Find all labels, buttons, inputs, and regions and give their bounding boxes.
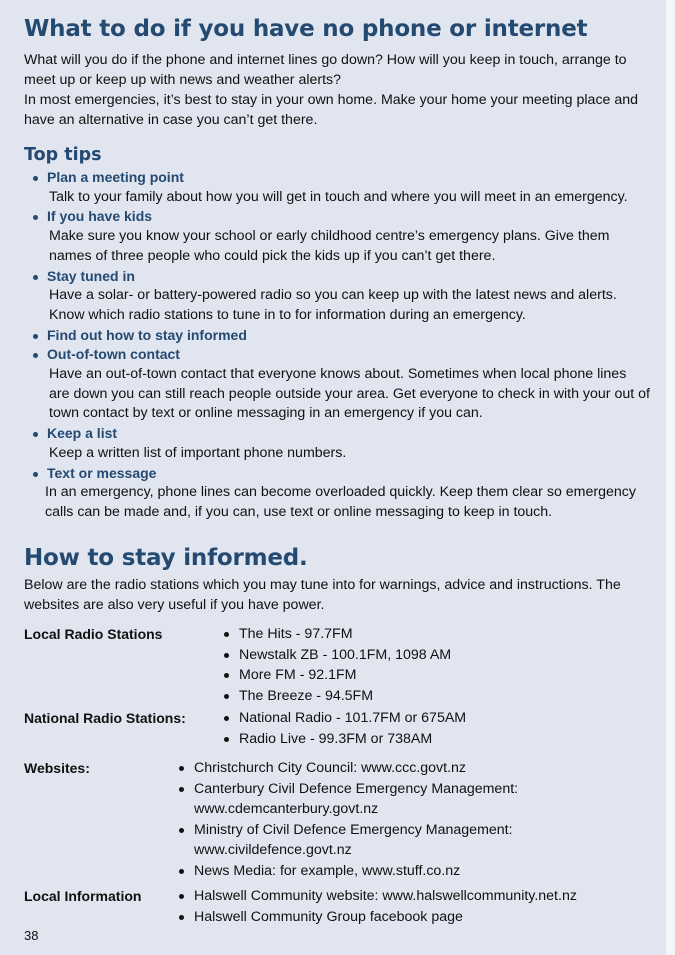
- tip-title: Find out how to stay informed: [30, 326, 650, 346]
- tip-title: If you have kids: [30, 207, 650, 227]
- tip-title: Plan a meeting point: [30, 168, 650, 188]
- heading-stay-informed: How to stay informed.: [24, 545, 308, 571]
- intro-paragraph-2: In most emergencies, it’s best to stay in your own home. Make your home your meeting place and have an alternative in case you can’t get there.: [24, 92, 639, 128]
- tip-body: Have a solar- or battery-powered radio so you can keep up with the latest news and alerts. Know which radio stations to tune in to for information during an emergency.: [49, 287, 617, 323]
- tip-item: [30, 168, 650, 207]
- websites-label: Websites:: [24, 760, 90, 776]
- local-radio-label: Local Radio Stations: [24, 626, 163, 642]
- websites-list: [178, 758, 558, 881]
- intro-paragraph-1: What will you do if the phone and internet lines go down? How will you keep in touch, arrange to meet up or keep up with news and weather alerts?: [24, 52, 627, 88]
- list-item: Halswell Community Group facebook page: [178, 907, 648, 928]
- national-radio-list: [223, 708, 643, 749]
- list-item: Canterbury Civil Defence Emergency Management: www.cdemcanterbury.govt.nz: [178, 779, 558, 820]
- tip-item: [30, 326, 650, 346]
- tips-list: [30, 168, 650, 523]
- list-item: The Hits - 97.7FM: [223, 624, 643, 645]
- local-info-list: [178, 886, 648, 927]
- list-item: Christchurch City Council: www.ccc.govt.nz: [178, 758, 558, 779]
- tip-title: Out-of-town contact: [30, 345, 650, 365]
- tip-body: Keep a written list of important phone numbers.: [49, 444, 347, 461]
- tip-body: Make sure you know your school or early childhood centre’s emergency plans. Give them names of three people who could pick the kids up if you can’t get there.: [49, 228, 610, 264]
- page-edge: [666, 0, 675, 955]
- page-number: 38: [24, 928, 39, 943]
- tip-title: Stay tuned in: [30, 267, 650, 287]
- tip-item: [30, 267, 650, 326]
- tip-body: In an emergency, phone lines can become overloaded quickly. Keep them clear so emergency calls can be made and, if you can, use text or online messaging to keep in touch.: [45, 484, 636, 520]
- national-radio-label: National Radio Stations:: [24, 710, 186, 726]
- list-item: Radio Live - 99.3FM or 738AM: [223, 729, 643, 750]
- local-radio-list: [223, 624, 643, 706]
- tip-item: [30, 464, 650, 523]
- list-item: More FM - 92.1FM: [223, 665, 643, 686]
- tip-title: Keep a list: [30, 424, 650, 444]
- heading-no-phone: What to do if you have no phone or internet: [24, 16, 588, 42]
- tip-body: Talk to your family about how you will get in touch and where you will meet in an emergency.: [49, 188, 628, 205]
- tip-body: Have an out-of-town contact that everyone knows about. Sometimes when local phone lines are down you can still reach people outside your area. Get everyone to check in with your out of town contact by text or online messaging in an emergency if you can.: [49, 366, 650, 422]
- list-item: News Media: for example, www.stuff.co.nz: [178, 861, 558, 882]
- tip-item: [30, 424, 650, 463]
- tip-item: [30, 345, 650, 424]
- list-item: The Breeze - 94.5FM: [223, 686, 643, 707]
- tip-item: [30, 207, 650, 266]
- informed-intro: Below are the radio stations which you may tune into for warnings, advice and instructions. The websites are also very useful if you have power.: [24, 577, 621, 613]
- list-item: Newstalk ZB - 100.1FM, 1098 AM: [223, 645, 643, 666]
- list-item: Ministry of Civil Defence Emergency Management: www.civildefence.govt.nz: [178, 820, 558, 861]
- list-item: National Radio - 101.7FM or 675AM: [223, 708, 643, 729]
- top-tips-heading: Top tips: [24, 145, 102, 165]
- list-item: Halswell Community website: www.halswellcommunity.net.nz: [178, 886, 648, 907]
- tip-title: Text or message: [30, 464, 650, 484]
- local-info-label: Local Information: [24, 888, 142, 904]
